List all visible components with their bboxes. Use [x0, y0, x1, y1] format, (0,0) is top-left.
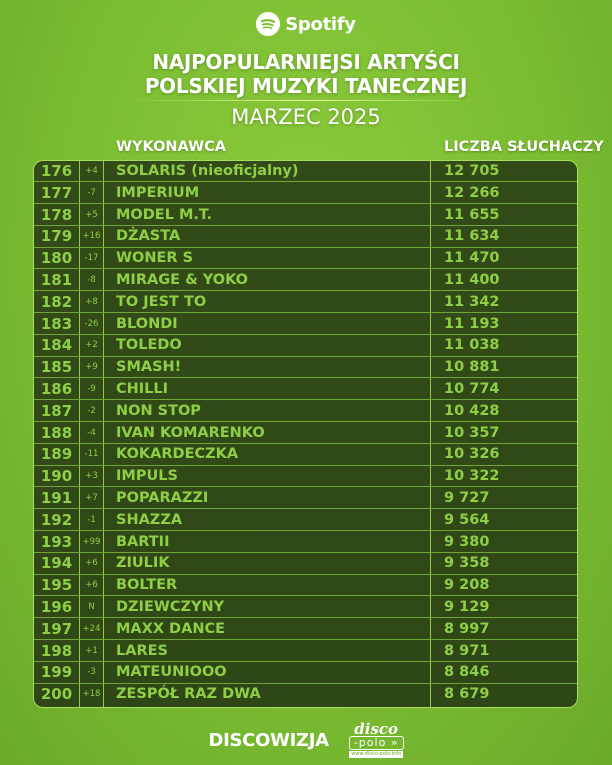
rank-cell: 178 — [40, 205, 73, 224]
spotify-wordmark: Spotify — [285, 13, 356, 35]
rank-cell: 176 — [40, 162, 73, 180]
rank-cell: 190 — [40, 467, 73, 486]
listeners-cell: 10 322 — [444, 468, 500, 485]
table-row — [34, 270, 577, 291]
table-row — [34, 292, 577, 313]
listeners-cell: 9 564 — [444, 511, 490, 528]
title-line-2: POLSKIEJ MUZYKI TANECZNEJ — [144, 74, 468, 98]
artist-cell: POPARAZZI — [116, 490, 209, 506]
rank-change-cell: -1 — [87, 514, 96, 525]
listeners-cell: 9 208 — [444, 577, 490, 594]
listeners-cell: 11 655 — [444, 206, 500, 223]
artist-cell: SOLARIS (nieoficjalny) — [116, 163, 299, 179]
listeners-cell: 12 266 — [444, 184, 500, 201]
rank-change-cell: +3 — [85, 471, 98, 482]
artist-cell: IMPULS — [116, 468, 178, 485]
rank-cell: 181 — [40, 271, 73, 289]
artist-cell: NON STOP — [116, 402, 201, 419]
artist-cell: MIRAGE & YOKO — [116, 272, 248, 288]
table-row — [34, 314, 577, 335]
artist-cell: IMPERIUM — [116, 184, 200, 201]
rank-change-cell: -7 — [87, 187, 96, 198]
rank-change-cell: +2 — [85, 340, 98, 351]
rank-change-cell: +4 — [85, 166, 98, 176]
title-line-1: NAJPOPULARNIEJSI ARTYŚCI — [152, 50, 460, 74]
artist-cell: DZIEWCZYNY — [116, 599, 225, 615]
listeners-cell: 11 400 — [444, 272, 500, 288]
listeners-cell: 10 326 — [444, 446, 500, 463]
rank-cell: 179 — [40, 227, 73, 246]
table-row — [34, 553, 577, 574]
rank-cell: 189 — [40, 445, 73, 464]
table-row — [34, 488, 577, 509]
artist-cell: SHAZZA — [116, 511, 183, 528]
fast-forward-icon: » — [390, 736, 399, 749]
artist-cell: KOKARDECZKA — [116, 446, 239, 463]
table-row — [34, 248, 577, 269]
rank-change-cell: -11 — [84, 449, 99, 460]
rank-change-cell: -17 — [84, 253, 99, 264]
rank-cell: 180 — [40, 249, 73, 268]
discowizja-logo: DISCOWIZJA — [208, 729, 329, 751]
rank-change-cell: +99 — [82, 536, 101, 547]
rank-cell: 193 — [40, 532, 73, 551]
table-row — [34, 444, 577, 465]
rank-change-cell: N — [88, 602, 95, 612]
table-row — [34, 466, 577, 487]
listeners-cell: 11 634 — [444, 228, 500, 245]
artist-cell: TO JEST TO — [116, 293, 207, 310]
listeners-cell: 11 038 — [444, 337, 500, 354]
rank-change-cell: +1 — [85, 645, 98, 656]
footer — [0, 722, 612, 758]
rank-change-cell: -8 — [87, 275, 96, 285]
listeners-cell: 8 846 — [444, 664, 490, 681]
listeners-cell: 9 380 — [444, 533, 490, 550]
artist-cell: SMASH! — [116, 359, 182, 376]
column-header-artist: WYKONAWCA — [116, 139, 226, 155]
column-header-listeners: LICZBA SŁUCHACZY — [444, 139, 604, 155]
table-row — [34, 575, 577, 596]
listeners-cell: 10 881 — [444, 359, 500, 376]
rank-cell: 195 — [40, 576, 73, 595]
artist-cell: DŻASTA — [116, 228, 181, 245]
rank-change-cell: +8 — [85, 296, 98, 307]
rank-change-cell: -4 — [87, 427, 96, 438]
disco-polo-logo-word: -polo — [353, 736, 387, 749]
rank-cell: 182 — [40, 292, 73, 311]
rank-cell: 200 — [40, 685, 73, 704]
table-row — [34, 379, 577, 400]
page-title — [0, 50, 612, 98]
listeners-cell: 12 705 — [444, 163, 500, 179]
table-row — [34, 619, 577, 640]
rank-change-cell: +24 — [82, 623, 101, 634]
title-divider — [125, 100, 487, 101]
listeners-cell: 11 470 — [444, 250, 500, 267]
artist-cell: MAXX DANCE — [116, 620, 225, 637]
rank-cell: 191 — [40, 489, 73, 507]
table-row — [34, 357, 577, 378]
artist-cell: BARTII — [116, 533, 170, 550]
rank-change-cell: -9 — [87, 384, 96, 394]
spotify-logo-icon — [256, 12, 280, 36]
artist-cell: BOLTER — [116, 577, 178, 594]
artist-cell: ZIULIK — [116, 555, 170, 572]
table-row — [34, 205, 577, 226]
rank-cell: 184 — [40, 336, 73, 355]
rank-change-cell: -2 — [87, 405, 96, 416]
listeners-cell: 9 129 — [444, 599, 490, 615]
rank-cell: 185 — [40, 358, 73, 377]
rank-change-cell: +6 — [85, 558, 98, 569]
table-row — [34, 597, 577, 618]
listeners-cell: 11 193 — [444, 315, 500, 332]
spotify-logo — [0, 12, 612, 36]
rank-change-cell: -26 — [84, 318, 99, 329]
rank-change-cell: +16 — [82, 231, 101, 242]
listeners-cell: 8 971 — [444, 642, 490, 659]
table-row — [34, 510, 577, 531]
artist-cell: TOLEDO — [116, 337, 182, 354]
rank-change-cell: +7 — [85, 493, 98, 503]
artist-cell: IVAN KOMARENKO — [116, 424, 265, 441]
rank-cell: 196 — [40, 598, 73, 616]
ranking-table — [33, 160, 578, 708]
rank-change-cell: -3 — [87, 667, 96, 678]
table-row — [34, 423, 577, 444]
period-subtitle: MARZEC 2025 — [231, 105, 381, 129]
listeners-cell: 9 727 — [444, 490, 490, 506]
rank-change-cell: +18 — [82, 689, 101, 700]
rank-cell: 188 — [40, 423, 73, 442]
table-row — [34, 684, 577, 705]
artist-cell: LARES — [116, 642, 168, 659]
table-row — [34, 335, 577, 356]
table-row — [34, 226, 577, 247]
table-row — [34, 532, 577, 553]
listeners-cell: 10 357 — [444, 424, 500, 441]
listeners-cell: 10 428 — [444, 402, 500, 419]
table-row — [34, 161, 577, 182]
rank-cell: 199 — [40, 663, 73, 682]
table-row — [34, 183, 577, 204]
table-row — [34, 662, 577, 683]
table-row — [34, 401, 577, 422]
disco-polo-logo-mid — [349, 736, 404, 750]
listeners-cell: 8 997 — [444, 620, 490, 637]
rank-cell: 197 — [40, 619, 73, 638]
rank-cell: 183 — [40, 314, 73, 333]
listeners-cell: 9 358 — [444, 555, 490, 572]
listeners-cell: 11 342 — [444, 293, 500, 310]
rank-cell: 198 — [40, 641, 73, 660]
artist-cell: MODEL M.T. — [116, 206, 213, 223]
artist-cell: CHILLI — [116, 381, 169, 397]
rank-cell: 194 — [40, 554, 73, 573]
rank-cell: 177 — [40, 183, 73, 202]
disco-polo-logo — [349, 722, 404, 758]
artist-cell: BLONDI — [116, 315, 178, 332]
artist-cell: MATEUNIOOO — [116, 664, 227, 681]
artist-cell: ZESPÓŁ RAZ DWA — [116, 686, 261, 703]
rank-cell: 187 — [40, 401, 73, 420]
table-row — [34, 641, 577, 662]
rank-cell: 186 — [40, 380, 73, 398]
rank-change-cell: +5 — [85, 209, 98, 220]
disco-polo-url: www.disco-polo.info — [351, 751, 402, 757]
listeners-cell: 10 774 — [444, 381, 500, 397]
listeners-cell: 8 679 — [444, 686, 490, 703]
rank-cell: 192 — [40, 510, 73, 529]
rank-change-cell: +9 — [85, 362, 98, 373]
disco-polo-logo-top: disco — [354, 720, 399, 738]
artist-cell: WONER S — [116, 250, 194, 267]
rank-change-cell: +6 — [85, 580, 98, 591]
